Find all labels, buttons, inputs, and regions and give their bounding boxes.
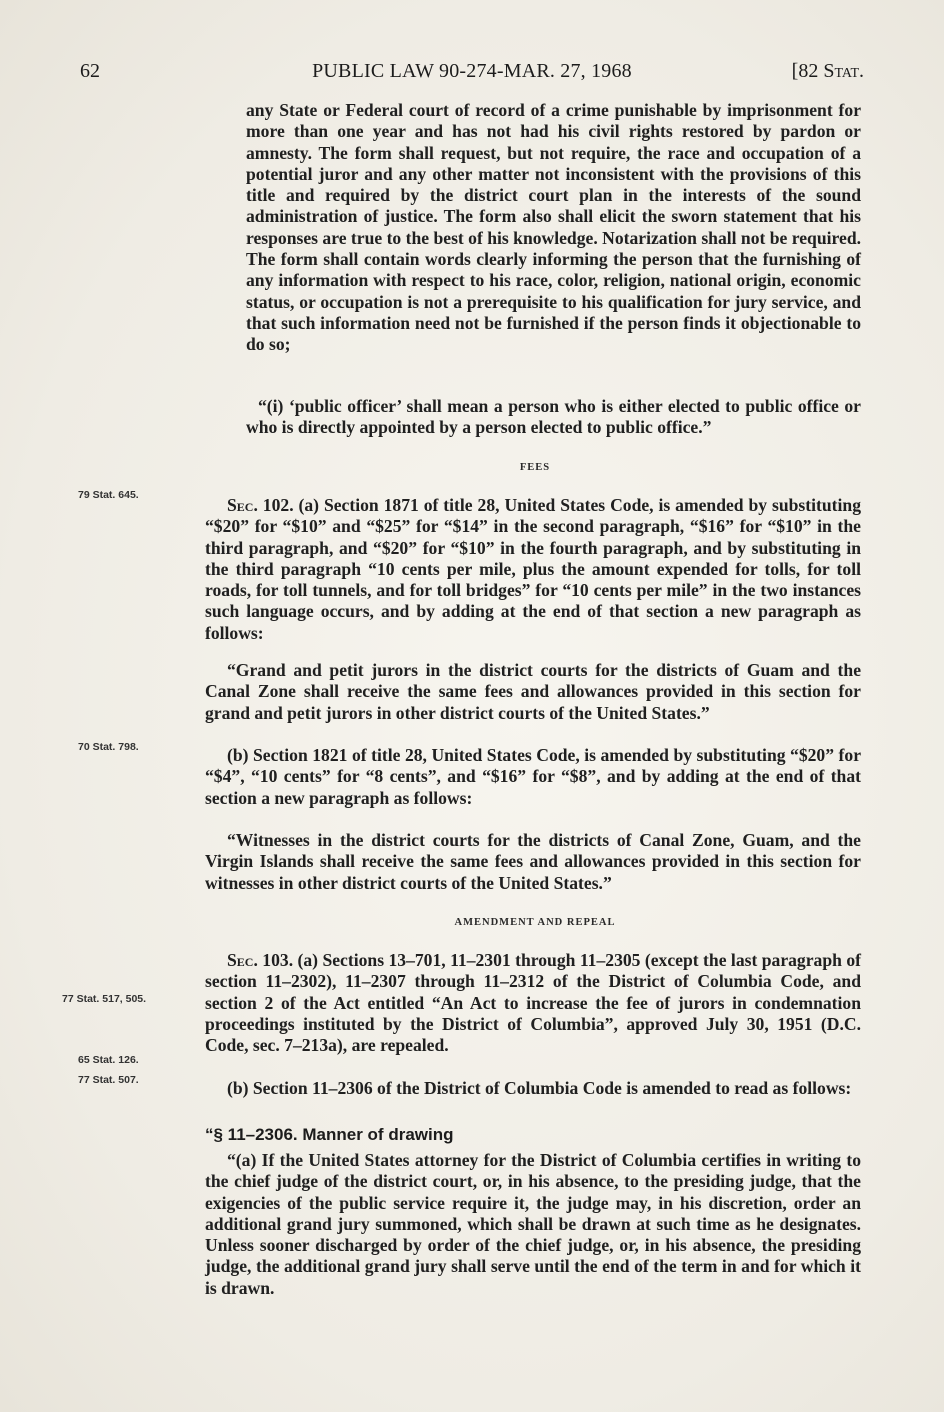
sec-label: Sec. (227, 950, 258, 970)
section-11-2306-heading: “§ 11–2306. Manner of drawing (205, 1125, 454, 1144)
sec-label: Sec. (227, 495, 258, 515)
section-102-b-quote: “Witnesses in the district courts for the districts of Canal Zone, Guam, and the Virgin Islands shall receive the same fees and allowances provided in this section for witnesses in other district courts of the United States.” (205, 830, 861, 893)
statute-reference: [82 Stat. (791, 60, 864, 82)
sec-103a-text: 103. (a) Sections 13–701, 11–2301 through 11–2305 (except the last paragraph of section 11–2302), 11–2307 through 11–2312 of the District of Columbia Code, and section 2 of the Act entitled “An Act to increase the fee of jurors in condemnation proceedings instituted by the District of Columbia”, approved July 30, 1951 (D.C. Code, sec. 7–213a), are repealed. (205, 950, 861, 1056)
section-102-a (205, 495, 861, 644)
page-number: 62 (80, 60, 100, 82)
section-103-a (205, 950, 861, 1056)
paragraph-public-officer: “(i) ‘public officer’ shall mean a person who is either elected to public office or who is directly appointed by a person elected to public office.” (246, 396, 861, 438)
section-heading-fees: FEES (519, 462, 551, 473)
section-11-2306-text: “(a) If the United States attorney for the District of Columbia certifies in writing to the chief judge of the district court, or, in his absence, to the presiding judge, that the exigencies of the public service require it, the judge may, in his discretion, order an additional grand jury summoned, which shall be drawn at such time as he designates. Unless sooner discharged by order of the chief judge, or, in his absence, the presiding judge, the additional grand jury shall serve until the end of the term in and for which it is drawn. (205, 1150, 861, 1298)
section-103-b: (b) Section 11–2306 of the District of Columbia Code is amended to read as follows: (227, 1078, 852, 1098)
margin-note: 77 Stat. 507. (78, 1074, 139, 1086)
page-title: PUBLIC LAW 90-274-MAR. 27, 1968 (312, 60, 632, 82)
margin-note: 70 Stat. 798. (78, 741, 139, 753)
section-102-b: (b) Section 1821 of title 28, United States Code, is amended by substituting “$20” for “$4”, “10 cents” for “8 cents”, and “$16” for “$8”, and by adding at the end of that section a new paragraph as follows: (205, 745, 861, 808)
margin-note: 79 Stat. 645. (78, 489, 139, 501)
margin-note: 65 Stat. 126. (78, 1054, 139, 1066)
section-heading-amendment: AMENDMENT AND REPEAL (454, 917, 616, 928)
margin-note: 77 Stat. 517, 505. (62, 993, 147, 1005)
sec-102a-text: 102. (a) Section 1871 of title 28, United States Code, is amended by substituting “$20” for “$10” and “$25” for “$14” in the second paragraph, “$16” for “$10” in the third paragraph, and “$20” for “$10” in the fourth paragraph, and by substituting in the third paragraph “10 cents per mile, plus the amount expended for tolls, for toll roads, for toll tunnels, and for toll bridges” for “10 cents per mile” in the two instances such language occurs, and by adding at the end of that section a new paragraph as follows: (205, 495, 862, 643)
page-header (80, 60, 864, 84)
paragraph-continuation: any State or Federal court of record of a crime punishable by imprisonment for more than one year and has not had his civil rights restored by pardon or amnesty. The form shall request, but not require, the race and occupation of a potential juror and any other matter not inconsistent with the provisions of this title and required by the district court plan in the interests of the sound administration of justice. The form also shall elicit the sworn statement that his responses are true to the best of his knowledge. Notarization shall not be required. The form shall contain words clearly informing the person that the furnishing of any information with respect to his race, color, religion, national origin, economic status, or occupation is not a prerequisite to his qualification for jury service, and that such information need not be furnished if the person finds it objectionable to do so; (246, 100, 861, 355)
section-102-a-quote: “Grand and petit jurors in the district courts for the districts of Guam and the Canal Zone shall receive the same fees and allowances provided in this section for grand and petit jurors in other district courts of the United States.” (205, 660, 861, 723)
